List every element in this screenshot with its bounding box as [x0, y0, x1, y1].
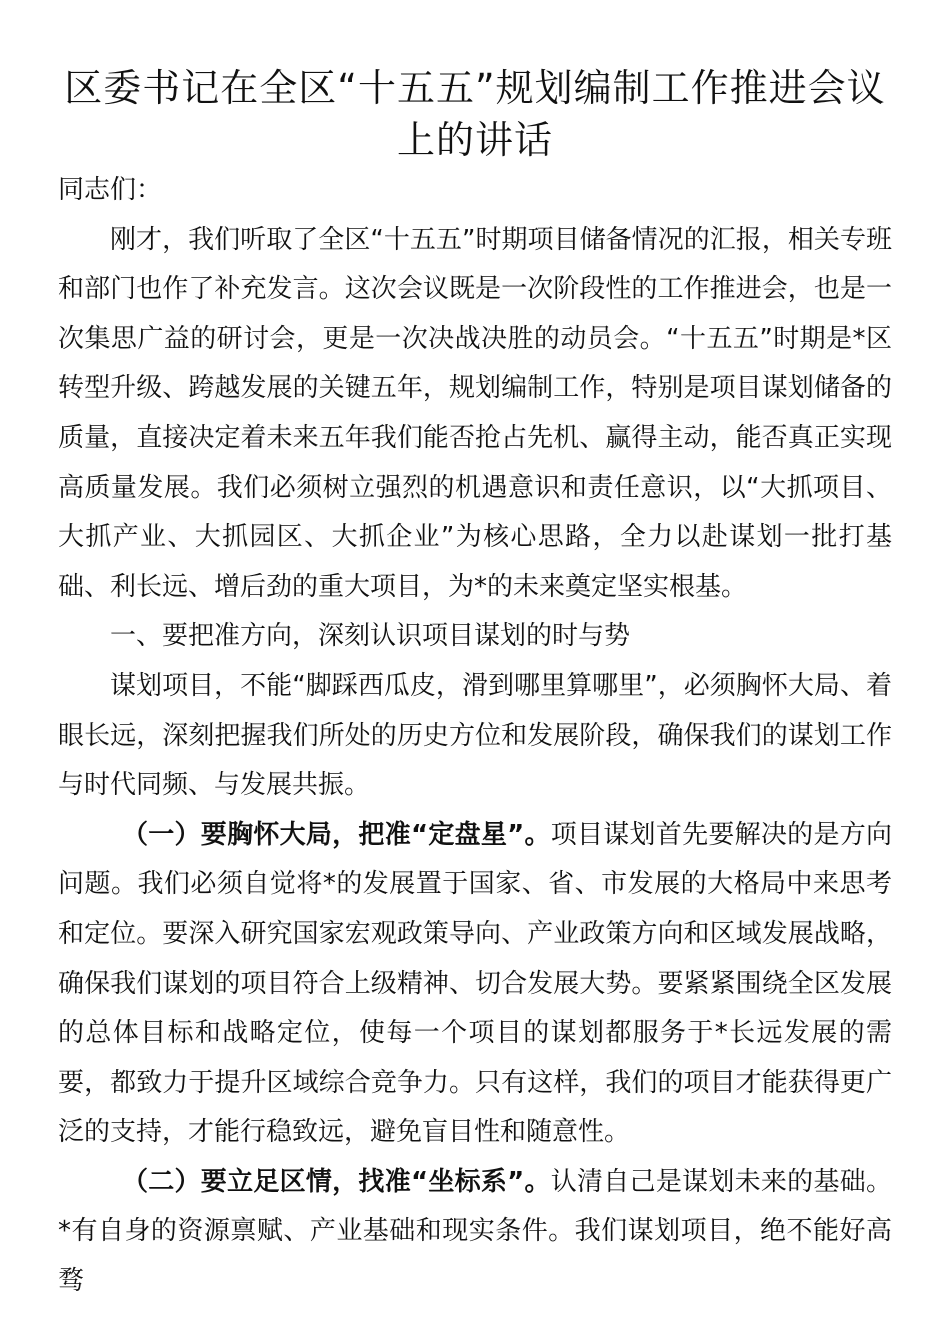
subsection-1-lead: （一）要胸怀大局，把准“定盘星”。: [122, 819, 551, 850]
opening-paragraph: 刚才，我们听取了全区“十五五”时期项目储备情况的汇报，相关专班和部门也作了补充发言。这次会议既是一次阶段性的工作推进会，也是一次集思广益的研讨会，更是一次决战决胜的动员会。“十五五”时期是*区转型升级、跨越发展的关键五年，规划编制工作，特别是项目谋划储备的质量，直接决定着未来五年我们能否抢占先机、赢得主动，能否真正实现高质量发展。我们必须树立强烈的机遇意识和责任意识，以“大抓项目、大抓产业、大抓园区、大抓企业”为核心思路，全力以赴谋划一批打基础、利长远、增后劲的重大项目，为*的未来奠定坚实根基。: [58, 224, 892, 602]
section-1-intro: 谋划项目，不能“脚踩西瓜皮，滑到哪里算哪里”，必须胸怀大局、着眼长远，深刻把握我们所处的历史方位和发展阶段，确保我们的谋划工作与时代同频、与发展共振。: [58, 670, 892, 801]
document-title: 区委书记在全区“十五五”规划编制工作推进会议上的讲话: [64, 66, 886, 162]
subsection-2-lead: （二）要立足区情，找准“坐标系”。: [122, 1166, 551, 1197]
subsection-2: [58, 1158, 892, 1307]
section-1-heading: 一、要把准方向，深刻认识项目谋划的时与势: [110, 621, 631, 652]
salutation: 同志们：: [58, 175, 163, 205]
subsection-1-body: 项目谋划首先要解决的是方向问题。我们必须自觉将*的发展置于国家、省、市发展的大格局中来思考和定位。要深入研究国家宏观政策导向、产业政策方向和区域发展战略，确保我们谋划的项目符合上级精神、切合发展大势。要紧紧围绕全区发展的总体目标和战略定位，使每一个项目的谋划都服务于*长远发展的需要，都致力于提升区域综合竞争力。只有这样，我们的项目才能获得更广泛的支持，才能行稳致远，避免盲目性和随意性。: [58, 819, 892, 1148]
document-page: [58, 62, 892, 1307]
subsection-1: [58, 811, 892, 1158]
subsection-2-body: 认清自己是谋划未来的基础。*有自身的资源禀赋、产业基础和现实条件。我们谋划项目，绝不能好高骛: [58, 1166, 892, 1297]
